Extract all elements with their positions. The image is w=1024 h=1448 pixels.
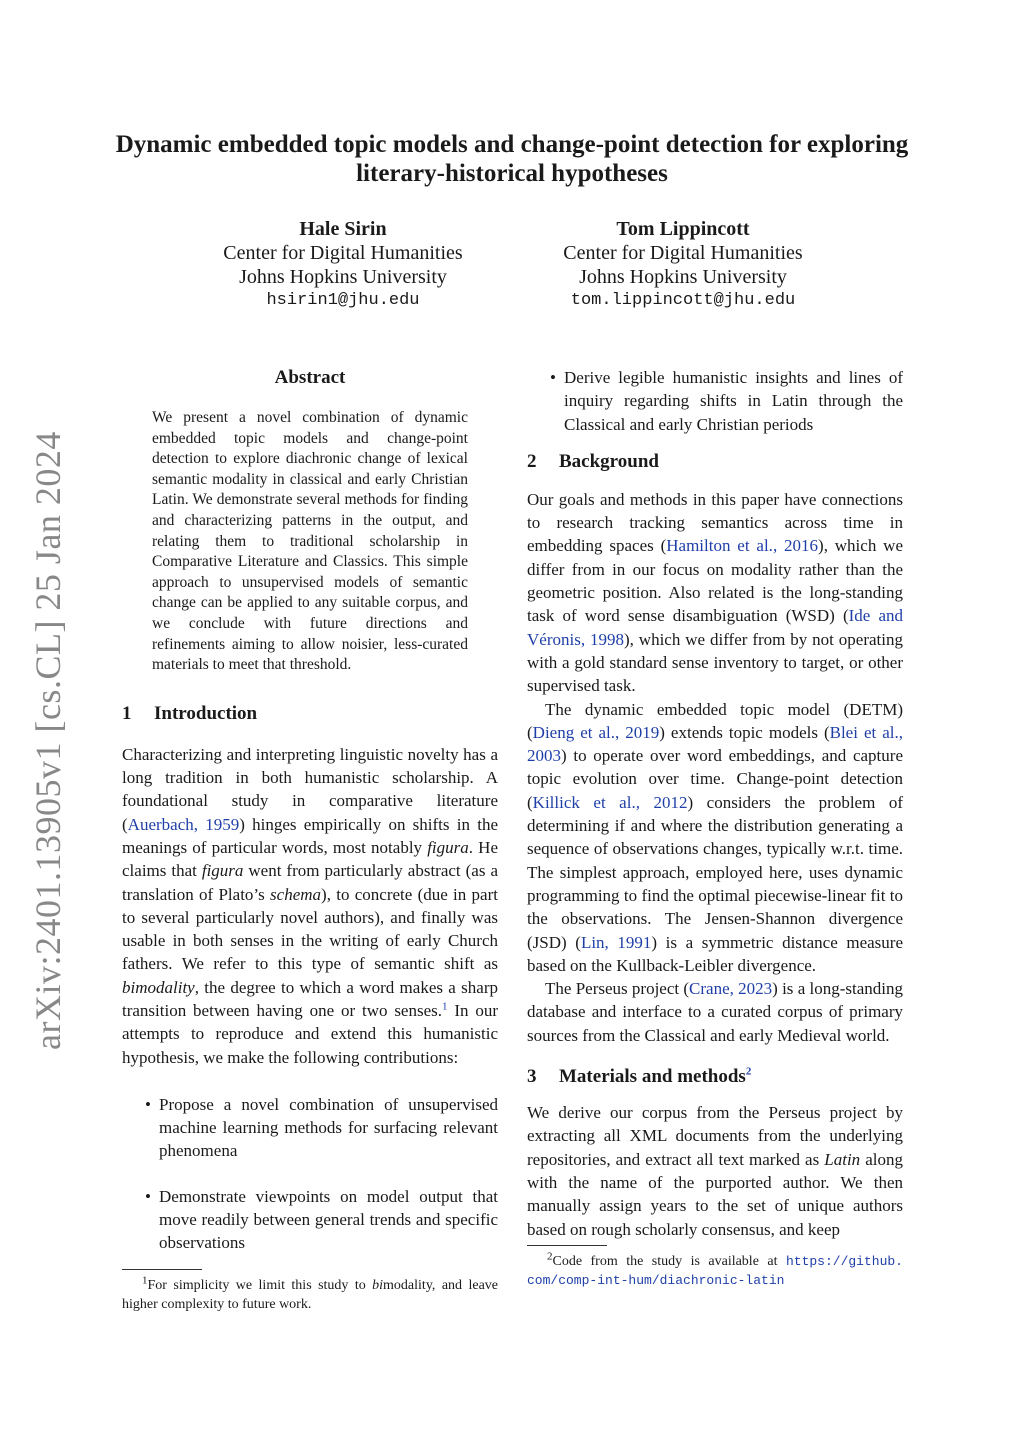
footnote: $^2$Code from the study is available at https://github. com/comp-int-hum/diachronic-latin [527,1250,903,1288]
section-number: 3 [527,1066,537,1088]
citation-link[interactable]: Hamilton et al., 2016 [666,536,819,556]
author-email[interactable]: tom.lippincott@jhu.edu [570,291,796,310]
author-block [178,217,508,313]
materials-paragraph: We derive our corpus from the Perseus project by extracting all XML documents from the underlying repositories, and extract all text marked as Latin along with the name of the purported author. We then manually assign years to the set of unique authors based on rough scholarly consensus, and keep [527,1103,903,1239]
author-affiliation: Johns Hopkins University [239,266,447,288]
footnote-marker[interactable]: 2 [745,1065,752,1078]
citation-link[interactable]: Auerbach, 1959 [127,814,240,834]
list-item: • Propose a novel combination of unsupervised machine learning methods for surfacing relevant phenomena [159,1093,498,1163]
citation-link[interactable]: Crane, 2023 [689,979,773,999]
author-name: Tom Lippincott [616,218,750,240]
section-title: Background [559,450,659,472]
citation-link[interactable]: Dieng et al., 2019 [532,722,660,742]
citation-link[interactable]: Blei et al., 2003 [527,722,903,766]
author-affiliation: Center for Digital Humanities [563,242,803,264]
background-paragraph: The Perseus project (Crane, 2023) is a long-standing database and interface to a curated corpus of primary sources from the Classical and early Medieval world. [527,979,903,1045]
footnote-marker[interactable]: 1 [442,1000,448,1013]
author-name: Hale Sirin [299,218,387,240]
citation-link[interactable]: Killick et al., 2012 [532,792,688,812]
section-heading-materials [527,1065,903,1089]
citation-link[interactable]: Ide and Véronis, 1998 [527,606,903,649]
author-affiliation: Johns Hopkins University [579,266,787,288]
code-url-link[interactable]: https://github. com/comp-int-hum/diachronic-latin [527,1253,903,1288]
author-block [518,217,848,313]
footnote-divider [122,1269,202,1270]
section-number: 2 [527,450,537,472]
arxiv-stamp: arXiv:2401.13905v1 [cs.CL] 25 Jan 2024 [28,431,68,1050]
author-affiliation: Center for Digital Humanities [223,242,463,264]
left-column [122,366,498,1314]
footnote-divider [527,1245,607,1246]
section-title: Materials and methods [559,1066,746,1088]
list-item: • Derive legible humanistic insights and lines of inquiry regarding shifts in Latin through the Classical and early Christian periods [564,366,903,436]
abstract-body: We present a novel combination of dynamic embedded topic models and change-point detection to explore diachronic change of lexical semantic modality in classical and early Christian Latin. We demonstrate several methods for finding and characterizing patterns in the output, and relating them to traditional scholarship in Comparative Literature and Classics. This simple approach to unsupervised models of semantic change can be applied to any suitable corpus, and we conclude with future directions and refinements aiming to allow noisier, less-curated materials to meet that threshold. [152,409,468,674]
right-column [527,366,903,1290]
author-email[interactable]: hsirin1@jhu.edu [266,291,420,310]
list-item: • Demonstrate viewpoints on model output that move readily between general trends and specific observations [159,1185,498,1255]
section-heading-background [527,450,903,474]
section-number: 1 [122,702,132,724]
footnote: $^1$For simplicity we limit this study to bimodality, and leave higher complexity to future work. [122,1274,499,1312]
intro-paragraph: Characterizing and interpreting linguistic novelty has a long tradition in both humanistic scholarship. A foundational study in comparative literature (Auerbach, 1959) hinges empirically on shifts in the meanings of particular words, most notably figura. He claims that figura went from particularly abstract (as a translation of Plato’s schema), to concrete (due in part to several particularly novel authors), and finally was usable in both senses in the writing of early Church fathers. We refer to this type of semantic shift as bimodality, the degree to which a word makes a sharp transition between having one or two senses.$^1$ In our attempts to reproduce and extend this humanistic hypothesis, we make the following contributions: [122,744,499,1067]
contributions-list-continued [527,366,903,436]
section-title: Introduction [154,702,258,724]
background-paragraph: The dynamic embedded topic model (DETM) (Dieng et al., 2019) extends topic models (Blei et al., 2003) to operate over word embeddings, and capture topic evolution over time. Change-point detection (Killick et al., 2012) considers the problem of determining if and where the distribution generating a sequence of observations changes, typically w.r.t. time. The simplest approach, employed here, uses dynamic programming to find the optimal piecewise-linear fit to the observations. The Jensen-Shannon divergence (JSD) (Lin, 1991) is a symmetric distance measure based on the Kullback-Leibler divergence. [527,699,903,975]
section-heading-introduction [122,702,498,726]
citation-link[interactable]: Lin, 1991 [580,932,652,952]
abstract-heading: Abstract [274,367,346,388]
contributions-list [122,1093,498,1255]
background-paragraph: Our goals and methods in this paper have connections to research tracking semantics across time in embedding spaces (Hamilton et al., 2016), which we differ from in our focus on modality rather than the geometric position. Also related is the long-standing task of word sense disambiguation (WSD) (Ide and Véronis, 1998), which we differ from by not operating with a gold standard sense inventory to target, or other supervised task. [527,489,903,696]
paper-title: Dynamic embedded topic models and change-point detection for exploring literary-historical hypotheses [115,131,909,187]
